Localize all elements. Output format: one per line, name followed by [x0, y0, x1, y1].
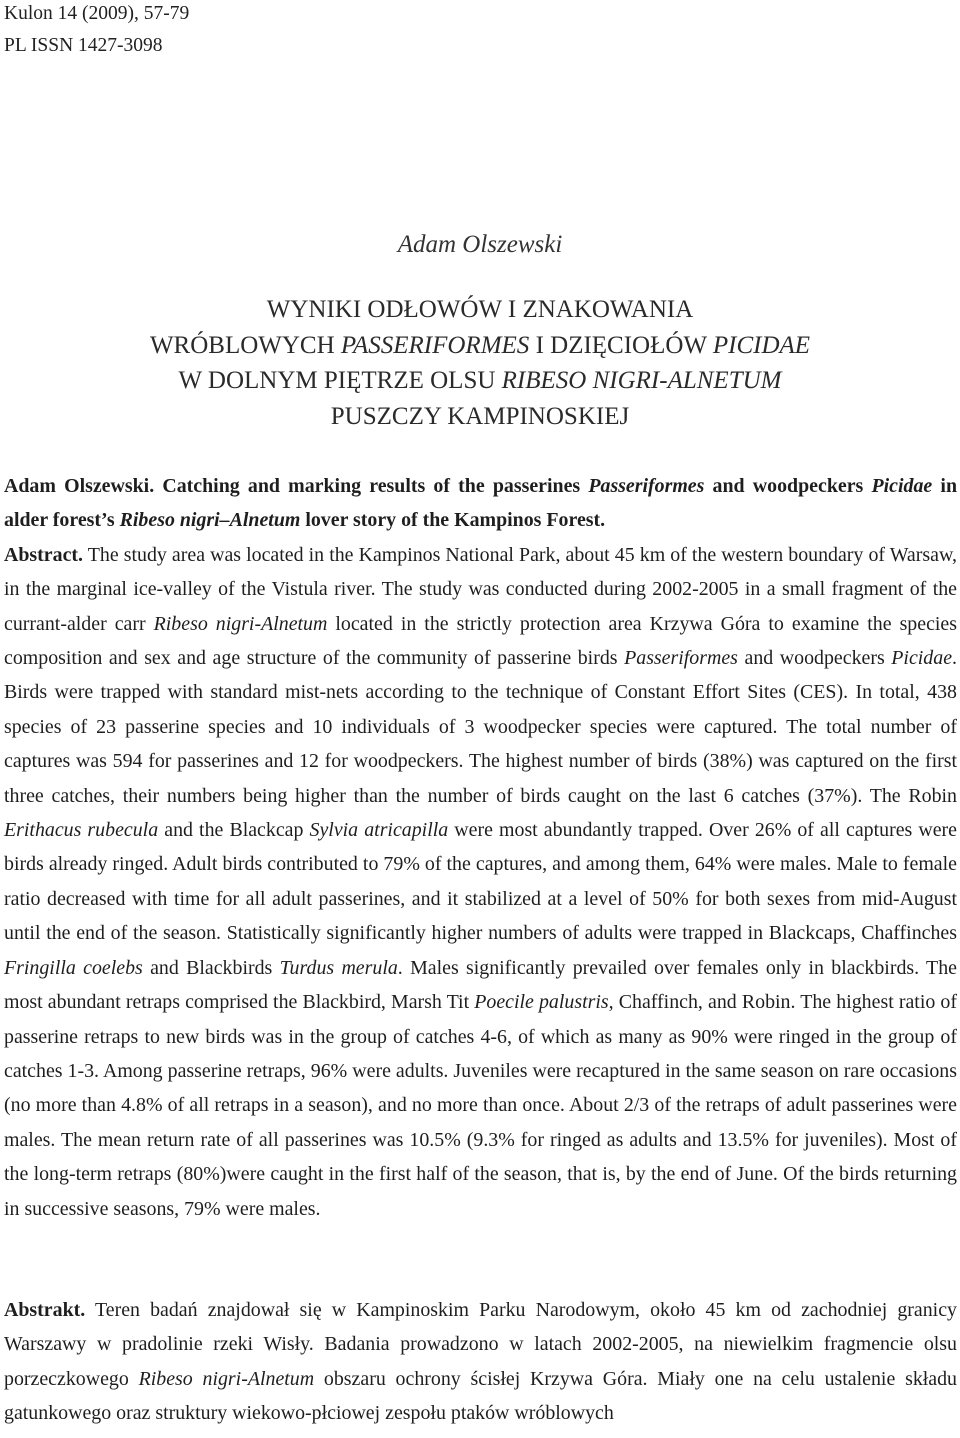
abstract-taxon: Erithacus rubecula	[4, 819, 159, 842]
title-line-1: WYNIKI ODŁOWÓW I ZNAKOWANIA	[266, 296, 694, 323]
abstract-taxon: Turdus merula	[279, 956, 398, 979]
abstract-text: were most abundantly trapped. Over 26% of all captures were birds already ringed. Adult birds contributed to 79% of the captures, and among them, 64% were males. Male to female ratio decreased with time for all adult passerines, and it stabilized at a level of 50% for both sexes from mid-August until the end of the season. Statistically significantly higher numbers of adults were trapped in Blackcaps, Chaffinches	[4, 819, 957, 945]
abstract-text: and woodpeckers	[737, 647, 892, 670]
english-abstract-body	[4, 538, 957, 1226]
citation-text: Adam Olszewski. Catching and marking results of the passerines	[4, 475, 589, 497]
citation-text: in alder forest’s	[4, 475, 957, 532]
english-citation	[4, 469, 957, 538]
title-taxon: RIBESO NIGRI-ALNETUM	[501, 367, 782, 395]
title-line-4: PUSZCZY KAMPINOSKIEJ	[330, 403, 630, 431]
citation-text: lover story of the Kampinos Forest.	[300, 509, 606, 532]
abstract-taxon: Poecile palustris	[474, 991, 609, 1014]
abstract-taxon: Sylvia atricapilla	[309, 819, 449, 842]
abstract-text: and Blackbirds	[142, 956, 280, 979]
title-text: WRÓBLOWYCH	[149, 331, 341, 359]
abstract-taxon: Passeriformes	[624, 647, 738, 670]
author-name: Adam Olszewski	[397, 231, 563, 258]
citation-taxon: Passeriformes	[588, 475, 705, 497]
abstract-text: . Males significantly prevailed over females only in blackbirds. The most abundant retraps comprised the Blackbird, Marsh Tit	[4, 956, 957, 1014]
title-text: I DZIĘCIOŁÓW	[529, 331, 713, 359]
abstract-taxon: Picidae	[891, 647, 953, 670]
abstract-text: , Chaffinch, and Robin. The highest ratio of passerine retraps to new birds was in the group of catches 4-6, of which as many as 90% were ringed in the group of catches 1-3. Among passerine retraps, 96% were adults. Juveniles were recaptured in the same season on rare occasions (no more than 4.8% of all retraps in a season), and no more than once. About 2/3 of the retraps of adult passerines were males. The mean return rate of all passerines was 10.5% (9.3% for ringed as adults and 13.5% for juveniles). Most of the long-term retraps (80%)were caught in the first half of the season, that is, by the end of June. Of the birds returning in successive seasons, 79% were males.	[4, 991, 957, 1220]
citation-taxon: Ribeso nigri–Alnetum	[119, 509, 301, 532]
abstrakt-text: Teren badań znajdował się w Kampinoskim Parku Narodowym, około 45 km od zachodniej granicy Warszawy w pradolinie rzeki Wisły. Badania prowadzono w latach 2002-2005, na niewielkim fragmencie olsu porzeczkowego	[4, 1299, 957, 1390]
abstract-text: The study area was located in the Kampinos National Park, about 45 km of the western boundary of Warsaw, in the marginal ice-valley of the Vistula river. The study was conducted during 2002-2005 in a small fragment of the currant-alder carr	[4, 543, 957, 635]
polish-abstract	[4, 1293, 957, 1431]
abstrakt-text: obszaru ochrony ścisłej Krzywa Góra. Miały one na celu ustalenie składu gatunkowego oraz struktury wiekowo-płciowej zespołu ptaków wróblowych	[4, 1367, 958, 1425]
title-line-2	[0, 328, 960, 364]
abstract-taxon: Fringilla coelebs	[4, 956, 143, 979]
title-text: W DOLNYM PIĘTRZE OLSU	[178, 367, 502, 395]
title-line-3	[0, 363, 960, 399]
abstract-text: and the Blackcap	[158, 819, 310, 842]
abstract-taxon: Ribeso nigri-Alnetum	[153, 612, 328, 635]
article-title	[0, 292, 960, 435]
citation-taxon: Picidae	[871, 475, 933, 497]
issn-number: PL ISSN 1427-3098	[4, 35, 163, 56]
english-abstract	[4, 469, 957, 1226]
abstract-text: . Birds were trapped with standard mist-nets according to the technique of Constant Effort Sites (CES). In total, 438 species of 23 passerine species and 10 individuals of 3 woodpecker species were captured. The total number of captures was 594 for passerines and 12 for woodpeckers. The highest number of birds (38%) was captured on the first three catches, their numbers being higher than the number of birds caught on the last 6 catches (37%). The Robin	[4, 647, 958, 807]
title-taxon: PICIDAE	[712, 331, 811, 359]
journal-reference: Kulon 14 (2009), 57-79	[4, 3, 190, 24]
abstrakt-label: Abstrakt.	[4, 1299, 86, 1321]
abstract-text: located in the strictly protection area Krzywa Góra to examine the species composition and sex and age structure of the community of passerine birds	[4, 612, 958, 670]
polish-abstract-body	[4, 1293, 957, 1431]
citation-text: and woodpeckers	[704, 475, 872, 497]
abstract-label: Abstract.	[4, 543, 83, 566]
title-taxon: PASSERIFORMES	[340, 331, 530, 359]
abstrakt-taxon: Ribeso nigri-Alnetum	[138, 1367, 315, 1390]
